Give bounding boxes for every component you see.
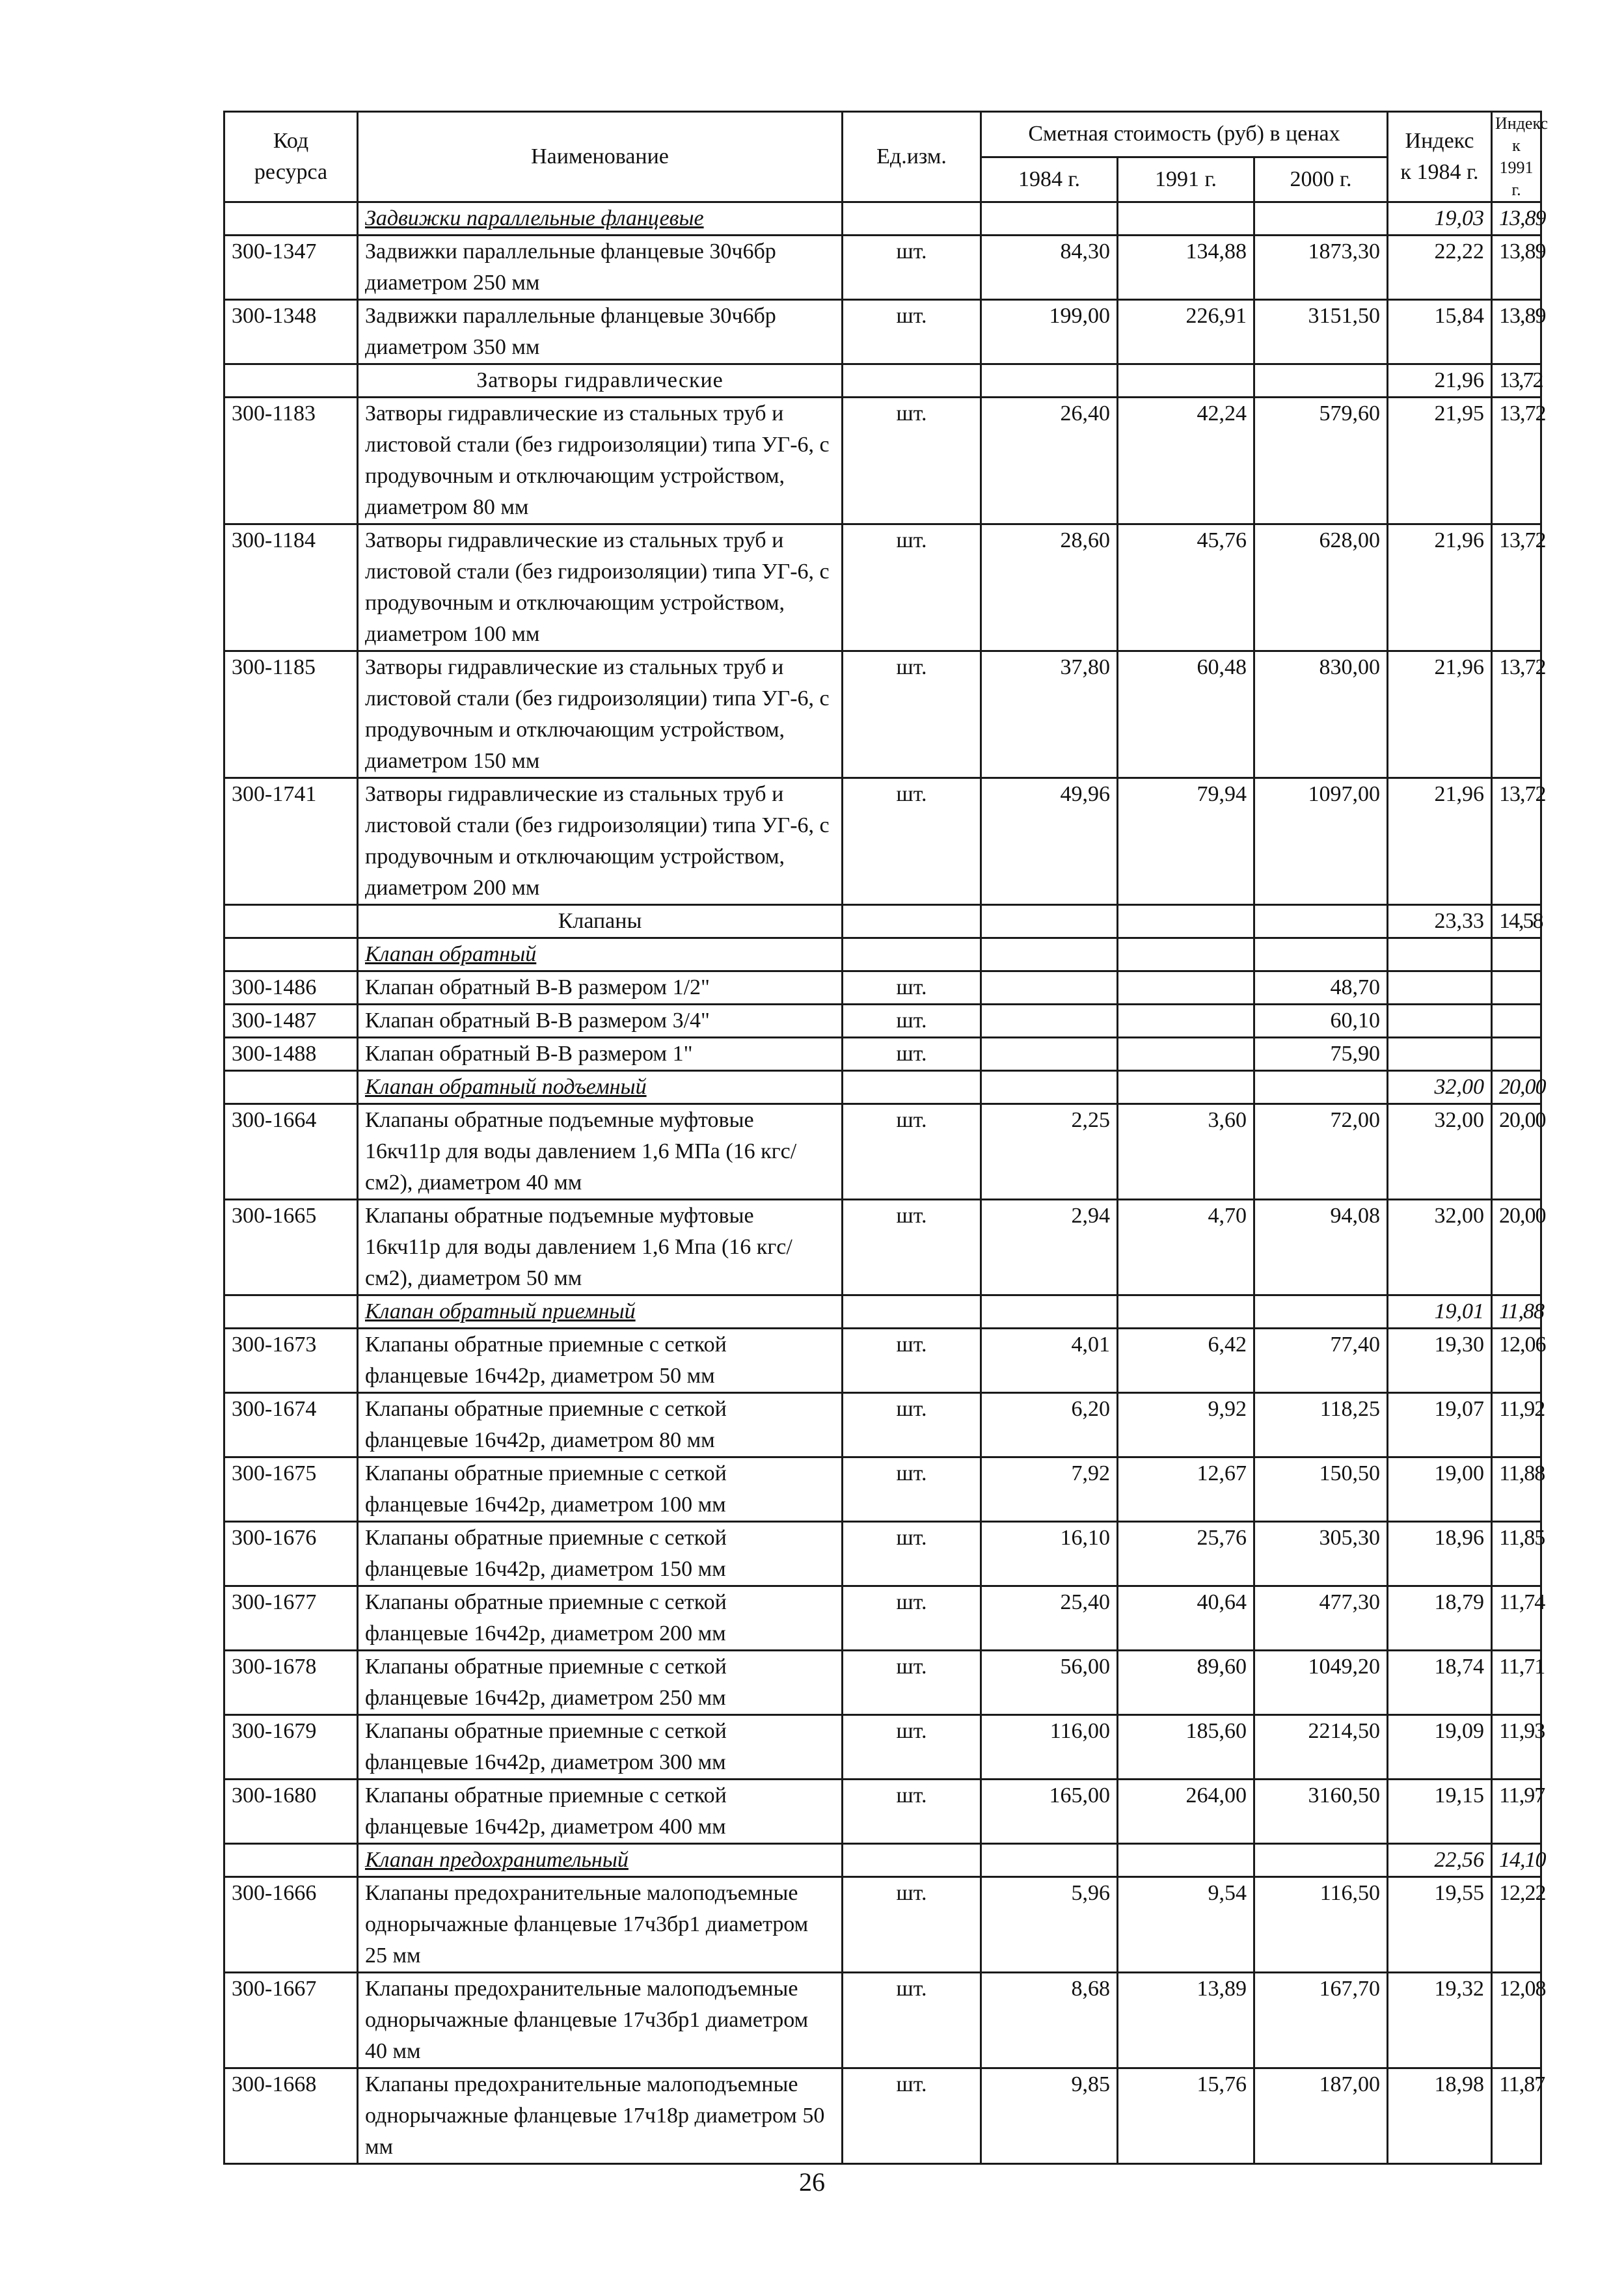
unit-cell: шт. (843, 1973, 981, 2068)
cost-1991: 3,60 (1118, 1104, 1254, 1200)
cost-1984 (981, 1038, 1118, 1071)
index-1984: 21,95 (1388, 398, 1492, 524)
resource-name: Клапаны обратные приемные с сеткой фланцевые 16ч42р, диаметром 100 мм (358, 1457, 843, 1522)
index-1984: 19,03 (1388, 202, 1492, 236)
table-row (224, 651, 1541, 778)
cost-1991: 6,42 (1118, 1329, 1254, 1393)
section-row (224, 905, 1541, 938)
resource-code: 300-1664 (224, 1104, 358, 1200)
resource-name: Клапаны предохранительные малоподъемные однорычажные фланцевые 17ч3бр1 диаметром 25 мм (358, 1877, 843, 1973)
index-1991: 13,72 (1492, 778, 1541, 905)
cost-1984: 2,94 (981, 1200, 1118, 1295)
unit-cell: шт. (843, 1329, 981, 1393)
cost-2000: 167,70 (1254, 1973, 1388, 2068)
cost-1991 (1118, 1071, 1254, 1104)
cost-1991: 42,24 (1118, 398, 1254, 524)
resource-code: 300-1183 (224, 398, 358, 524)
cost-1991 (1118, 1038, 1254, 1071)
resource-code: 300-1184 (224, 524, 358, 651)
index-1984: 21,96 (1388, 778, 1492, 905)
index-1991: 20,00 (1492, 1071, 1541, 1104)
section-row (224, 1071, 1541, 1104)
unit-cell: шт. (843, 236, 981, 300)
cost-1991: 79,94 (1118, 778, 1254, 905)
resource-code: 300-1348 (224, 300, 358, 364)
cost-2000: 830,00 (1254, 651, 1388, 778)
index-1991 (1492, 938, 1541, 971)
cost-1984: 199,00 (981, 300, 1118, 364)
cost-2000: 75,90 (1254, 1038, 1388, 1071)
unit-cell: шт. (843, 1038, 981, 1071)
table-body (224, 202, 1546, 2164)
cost-1984 (981, 905, 1118, 938)
cost-1991: 134,88 (1118, 236, 1254, 300)
index-1984: 18,96 (1388, 1522, 1492, 1586)
resource-code: 300-1487 (224, 1005, 358, 1038)
cost-1984: 6,20 (981, 1393, 1118, 1457)
cost-1984 (981, 364, 1118, 398)
index-1991: 13,72 (1492, 364, 1541, 398)
unit-cell: шт. (843, 971, 981, 1005)
index-1991: 11,97 (1492, 1780, 1541, 1844)
resource-name: Задвижки параллельные фланцевые 30ч6бр диаметром 350 мм (358, 300, 843, 364)
resource-name: Клапан обратный В-В размером 1/2" (358, 971, 843, 1005)
table-row (224, 778, 1541, 905)
section-row (224, 938, 1541, 971)
cost-2000 (1254, 364, 1388, 398)
resource-code (224, 1071, 358, 1104)
table-row (224, 1005, 1541, 1038)
section-title: Клапан обратный (358, 938, 843, 971)
index-1991: 13,89 (1492, 300, 1541, 364)
cost-1984 (981, 938, 1118, 971)
unit-cell: шт. (843, 1715, 981, 1780)
resource-code: 300-1666 (224, 1877, 358, 1973)
cost-1984 (981, 1295, 1118, 1329)
unit-cell: шт. (843, 524, 981, 651)
cost-1984 (981, 971, 1118, 1005)
table-row (224, 1104, 1541, 1200)
resource-code: 300-1677 (224, 1586, 358, 1651)
cost-2000: 3160,50 (1254, 1780, 1388, 1844)
resource-name: Клапаны обратные приемные с сеткой фланцевые 16ч42р, диаметром 250 мм (358, 1651, 843, 1715)
cost-1984: 7,92 (981, 1457, 1118, 1522)
cost-1991 (1118, 1844, 1254, 1877)
resource-code (224, 1295, 358, 1329)
index-1991: 11,74 (1492, 1586, 1541, 1651)
resource-name: Клапаны обратные приемные с сеткой фланцевые 16ч42р, диаметром 50 мм (358, 1329, 843, 1393)
cost-1984: 4,01 (981, 1329, 1118, 1393)
cost-2000: 116,50 (1254, 1877, 1388, 1973)
resource-name: Клапаны обратные приемные с сеткой фланцевые 16ч42р, диаметром 400 мм (358, 1780, 843, 1844)
resource-name: Задвижки параллельные фланцевые 30ч6бр диаметром 250 мм (358, 236, 843, 300)
header-index-1991: Индекс к 1991 г. (1492, 112, 1541, 202)
index-1984: 19,15 (1388, 1780, 1492, 1844)
unit-cell: шт. (843, 778, 981, 905)
cost-1991: 45,76 (1118, 524, 1254, 651)
index-1984: 19,00 (1388, 1457, 1492, 1522)
cost-1984 (981, 1071, 1118, 1104)
table-row (224, 1651, 1541, 1715)
cost-1991: 40,64 (1118, 1586, 1254, 1651)
index-1991: 13,72 (1492, 398, 1541, 524)
index-1991: 11,85 (1492, 1522, 1541, 1586)
index-1984: 21,96 (1388, 524, 1492, 651)
resource-name: Клапаны предохранительные малоподъемные однорычажные фланцевые 17ч18р диаметром 50 мм (358, 2068, 843, 2164)
cost-1991 (1118, 905, 1254, 938)
cost-1991: 185,60 (1118, 1715, 1254, 1780)
index-1984: 19,30 (1388, 1329, 1492, 1393)
cost-1984: 2,25 (981, 1104, 1118, 1200)
resource-name: Клапаны предохранительные малоподъемные однорычажные фланцевые 17ч3бр1 диаметром 40 мм (358, 1973, 843, 2068)
cost-2000: 1097,00 (1254, 778, 1388, 905)
unit-cell: шт. (843, 1393, 981, 1457)
resource-code: 300-1674 (224, 1393, 358, 1457)
table-row (224, 1329, 1541, 1393)
resource-code: 300-1486 (224, 971, 358, 1005)
cost-1991 (1118, 1005, 1254, 1038)
unit-cell: шт. (843, 1651, 981, 1715)
cost-1984: 8,68 (981, 1973, 1118, 2068)
table-row (224, 236, 1541, 300)
header-unit: Ед.изм. (843, 112, 981, 202)
section-title: Клапан предохранительный (358, 1844, 843, 1877)
index-1984: 32,00 (1388, 1200, 1492, 1295)
index-1991: 20,00 (1492, 1104, 1541, 1200)
cost-2000 (1254, 1844, 1388, 1877)
unit-cell: шт. (843, 1780, 981, 1844)
section-row (224, 1844, 1541, 1877)
resource-code: 300-1667 (224, 1973, 358, 2068)
index-1991 (1492, 971, 1541, 1005)
cost-1991: 89,60 (1118, 1651, 1254, 1715)
cost-1991: 13,89 (1118, 1973, 1254, 2068)
cost-2000: 94,08 (1254, 1200, 1388, 1295)
unit-cell: шт. (843, 651, 981, 778)
section-row (224, 1295, 1541, 1329)
section-title: Затворы гидравлические (358, 364, 843, 398)
index-1984: 32,00 (1388, 1104, 1492, 1200)
cost-2000: 3151,50 (1254, 300, 1388, 364)
index-1984: 18,79 (1388, 1586, 1492, 1651)
table-row (224, 1973, 1541, 2068)
unit-cell: шт. (843, 1457, 981, 1522)
cost-1991 (1118, 971, 1254, 1005)
resource-code: 300-1675 (224, 1457, 358, 1522)
index-1991: 11,92 (1492, 1393, 1541, 1457)
index-1984: 19,55 (1388, 1877, 1492, 1973)
header-cost-group: Сметная стоимость (руб) в ценах (981, 112, 1388, 157)
cost-1984: 9,85 (981, 2068, 1118, 2164)
cost-1984: 56,00 (981, 1651, 1118, 1715)
header-index-1984: Индекс к 1984 г. (1388, 112, 1492, 202)
index-1991 (1492, 1005, 1541, 1038)
cost-1984: 116,00 (981, 1715, 1118, 1780)
resource-name: Затворы гидравлические из стальных труб и листовой стали (без гидроизоляции) типа УГ-6, с продувочным и отключающим устройством, диаметром 100 мм (358, 524, 843, 651)
index-1991: 20,00 (1492, 1200, 1541, 1295)
index-1991 (1492, 1038, 1541, 1071)
header-year-2000: 2000 г. (1254, 157, 1388, 202)
cost-1991: 9,92 (1118, 1393, 1254, 1457)
cost-2000 (1254, 202, 1388, 236)
index-1984: 22,22 (1388, 236, 1492, 300)
cost-2000: 477,30 (1254, 1586, 1388, 1651)
cost-1984: 5,96 (981, 1877, 1118, 1973)
cost-2000 (1254, 938, 1388, 971)
index-1984: 19,01 (1388, 1295, 1492, 1329)
table-row (224, 1393, 1541, 1457)
resource-code: 300-1676 (224, 1522, 358, 1586)
cost-2000: 628,00 (1254, 524, 1388, 651)
index-1991: 11,88 (1492, 1457, 1541, 1522)
unit-cell: шт. (843, 1586, 981, 1651)
resource-code: 300-1488 (224, 1038, 358, 1071)
index-1984: 32,00 (1388, 1071, 1492, 1104)
index-1984: 18,98 (1388, 2068, 1492, 2164)
index-1991: 13,89 (1492, 202, 1541, 236)
cost-1991: 15,76 (1118, 2068, 1254, 2164)
index-1991: 14,58 (1492, 905, 1541, 938)
table-row (224, 1715, 1541, 1780)
unit-cell: шт. (843, 1522, 981, 1586)
cost-2000: 77,40 (1254, 1329, 1388, 1393)
index-1984 (1388, 1038, 1492, 1071)
unit-cell (843, 905, 981, 938)
cost-1984: 49,96 (981, 778, 1118, 905)
cost-1984: 25,40 (981, 1586, 1118, 1651)
cost-1991: 12,67 (1118, 1457, 1254, 1522)
unit-cell (843, 938, 981, 971)
cost-1991 (1118, 202, 1254, 236)
header-year-1991: 1991 г. (1118, 157, 1254, 202)
cost-1991: 25,76 (1118, 1522, 1254, 1586)
cost-1984: 165,00 (981, 1780, 1118, 1844)
table-row (224, 300, 1541, 364)
resource-name: Клапаны обратные приемные с сеткой фланцевые 16ч42р, диаметром 150 мм (358, 1522, 843, 1586)
table-row (224, 1038, 1541, 1071)
resource-name: Клапан обратный В-В размером 3/4" (358, 1005, 843, 1038)
index-1984: 19,09 (1388, 1715, 1492, 1780)
index-1984: 22,56 (1388, 1844, 1492, 1877)
resource-code (224, 905, 358, 938)
unit-cell: шт. (843, 1200, 981, 1295)
cost-1991 (1118, 938, 1254, 971)
cost-2000: 150,50 (1254, 1457, 1388, 1522)
cost-2000 (1254, 1295, 1388, 1329)
index-1991: 11,88 (1492, 1295, 1541, 1329)
section-row (224, 202, 1541, 236)
index-1991: 11,87 (1492, 2068, 1541, 2164)
resource-name: Затворы гидравлические из стальных труб и листовой стали (без гидроизоляции) типа УГ-6, с продувочным и отключающим устройством, диаметром 150 мм (358, 651, 843, 778)
price-table (223, 111, 1548, 2165)
resource-code: 300-1668 (224, 2068, 358, 2164)
cost-1991: 60,48 (1118, 651, 1254, 778)
index-1991: 13,89 (1492, 236, 1541, 300)
index-1991: 13,72 (1492, 651, 1541, 778)
cost-2000: 187,00 (1254, 2068, 1388, 2164)
resource-name: Клапан обратный В-В размером 1" (358, 1038, 843, 1071)
table-row (224, 1522, 1541, 1586)
table-row (224, 1457, 1541, 1522)
table-row (224, 1586, 1541, 1651)
cost-2000: 48,70 (1254, 971, 1388, 1005)
resource-code (224, 938, 358, 971)
cost-1984: 26,40 (981, 398, 1118, 524)
index-1984 (1388, 938, 1492, 971)
resource-name: Клапаны обратные приемные с сеткой фланцевые 16ч42р, диаметром 300 мм (358, 1715, 843, 1780)
index-1984: 18,74 (1388, 1651, 1492, 1715)
cost-2000: 579,60 (1254, 398, 1388, 524)
cost-1991 (1118, 1295, 1254, 1329)
cost-1991: 226,91 (1118, 300, 1254, 364)
resource-code: 300-1680 (224, 1780, 358, 1844)
resource-code: 300-1673 (224, 1329, 358, 1393)
unit-cell (843, 1295, 981, 1329)
resource-name: Клапаны обратные приемные с сеткой фланцевые 16ч42р, диаметром 200 мм (358, 1586, 843, 1651)
unit-cell: шт. (843, 398, 981, 524)
resource-code (224, 202, 358, 236)
index-1991: 14,10 (1492, 1844, 1541, 1877)
table-row (224, 1200, 1541, 1295)
cost-2000: 118,25 (1254, 1393, 1388, 1457)
table-row (224, 2068, 1541, 2164)
cost-2000: 72,00 (1254, 1104, 1388, 1200)
table-row (224, 524, 1541, 651)
cost-2000: 1049,20 (1254, 1651, 1388, 1715)
index-1991: 12,22 (1492, 1877, 1541, 1973)
cost-1984 (981, 202, 1118, 236)
resource-code: 300-1678 (224, 1651, 358, 1715)
cost-2000: 1873,30 (1254, 236, 1388, 300)
resource-name: Клапаны обратные подъемные муфтовые 16кч11р для воды давлением 1,6 МПа (16 кгс/см2), диаметром 40 мм (358, 1104, 843, 1200)
index-1984 (1388, 971, 1492, 1005)
index-1991: 11,93 (1492, 1715, 1541, 1780)
section-row (224, 364, 1541, 398)
table-row (224, 971, 1541, 1005)
cost-1991: 264,00 (1118, 1780, 1254, 1844)
index-1984 (1388, 1005, 1492, 1038)
index-1984: 15,84 (1388, 300, 1492, 364)
section-title: Клапаны (358, 905, 843, 938)
cost-2000: 305,30 (1254, 1522, 1388, 1586)
cost-2000: 60,10 (1254, 1005, 1388, 1038)
resource-name: Клапаны обратные приемные с сеткой фланцевые 16ч42р, диаметром 80 мм (358, 1393, 843, 1457)
unit-cell (843, 202, 981, 236)
section-title: Клапан обратный приемный (358, 1295, 843, 1329)
index-1984: 21,96 (1388, 364, 1492, 398)
index-1984: 19,07 (1388, 1393, 1492, 1457)
unit-cell (843, 1071, 981, 1104)
index-1984: 21,96 (1388, 651, 1492, 778)
section-title: Задвижки параллельные фланцевые (358, 202, 843, 236)
cost-2000: 2214,50 (1254, 1715, 1388, 1780)
cost-1984: 37,80 (981, 651, 1118, 778)
unit-cell: шт. (843, 1104, 981, 1200)
unit-cell (843, 364, 981, 398)
resource-name: Затворы гидравлические из стальных труб и листовой стали (без гидроизоляции) типа УГ-6, с продувочным и отключающим устройством, диаметром 80 мм (358, 398, 843, 524)
cost-1984 (981, 1844, 1118, 1877)
section-title: Клапан обратный подъемный (358, 1071, 843, 1104)
index-1991: 13,72 (1492, 524, 1541, 651)
resource-code: 300-1347 (224, 236, 358, 300)
table-row (224, 1780, 1541, 1844)
cost-1984: 84,30 (981, 236, 1118, 300)
cost-2000 (1254, 1071, 1388, 1104)
index-1984: 23,33 (1388, 905, 1492, 938)
resource-name: Клапаны обратные подъемные муфтовые 16кч11р для воды давлением 1,6 Мпа (16 кгс/см2), диаметром 50 мм (358, 1200, 843, 1295)
table-row (224, 398, 1541, 524)
unit-cell: шт. (843, 2068, 981, 2164)
resource-code: 300-1185 (224, 651, 358, 778)
resource-code (224, 364, 358, 398)
page-number: 26 (799, 2167, 825, 2197)
index-1991: 12,08 (1492, 1973, 1541, 2068)
cost-1991 (1118, 364, 1254, 398)
header-year-1984: 1984 г. (981, 157, 1118, 202)
cost-1991: 9,54 (1118, 1877, 1254, 1973)
index-1984: 19,32 (1388, 1973, 1492, 2068)
resource-code: 300-1741 (224, 778, 358, 905)
index-1991: 12,06 (1492, 1329, 1541, 1393)
table-row (224, 1877, 1541, 1973)
resource-code: 300-1665 (224, 1200, 358, 1295)
resource-name: Затворы гидравлические из стальных труб и листовой стали (без гидроизоляции) типа УГ-6, с продувочным и отключающим устройством, диаметром 200 мм (358, 778, 843, 905)
unit-cell: шт. (843, 1005, 981, 1038)
index-1991: 11,71 (1492, 1651, 1541, 1715)
resource-code: 300-1679 (224, 1715, 358, 1780)
header-name: Наименование (358, 112, 843, 202)
resource-code (224, 1844, 358, 1877)
unit-cell (843, 1844, 981, 1877)
unit-cell: шт. (843, 1877, 981, 1973)
header-code: Код ресурса (224, 112, 358, 202)
cost-1991: 4,70 (1118, 1200, 1254, 1295)
cost-1984 (981, 1005, 1118, 1038)
cost-2000 (1254, 905, 1388, 938)
unit-cell: шт. (843, 300, 981, 364)
cost-1984: 28,60 (981, 524, 1118, 651)
cost-1984: 16,10 (981, 1522, 1118, 1586)
